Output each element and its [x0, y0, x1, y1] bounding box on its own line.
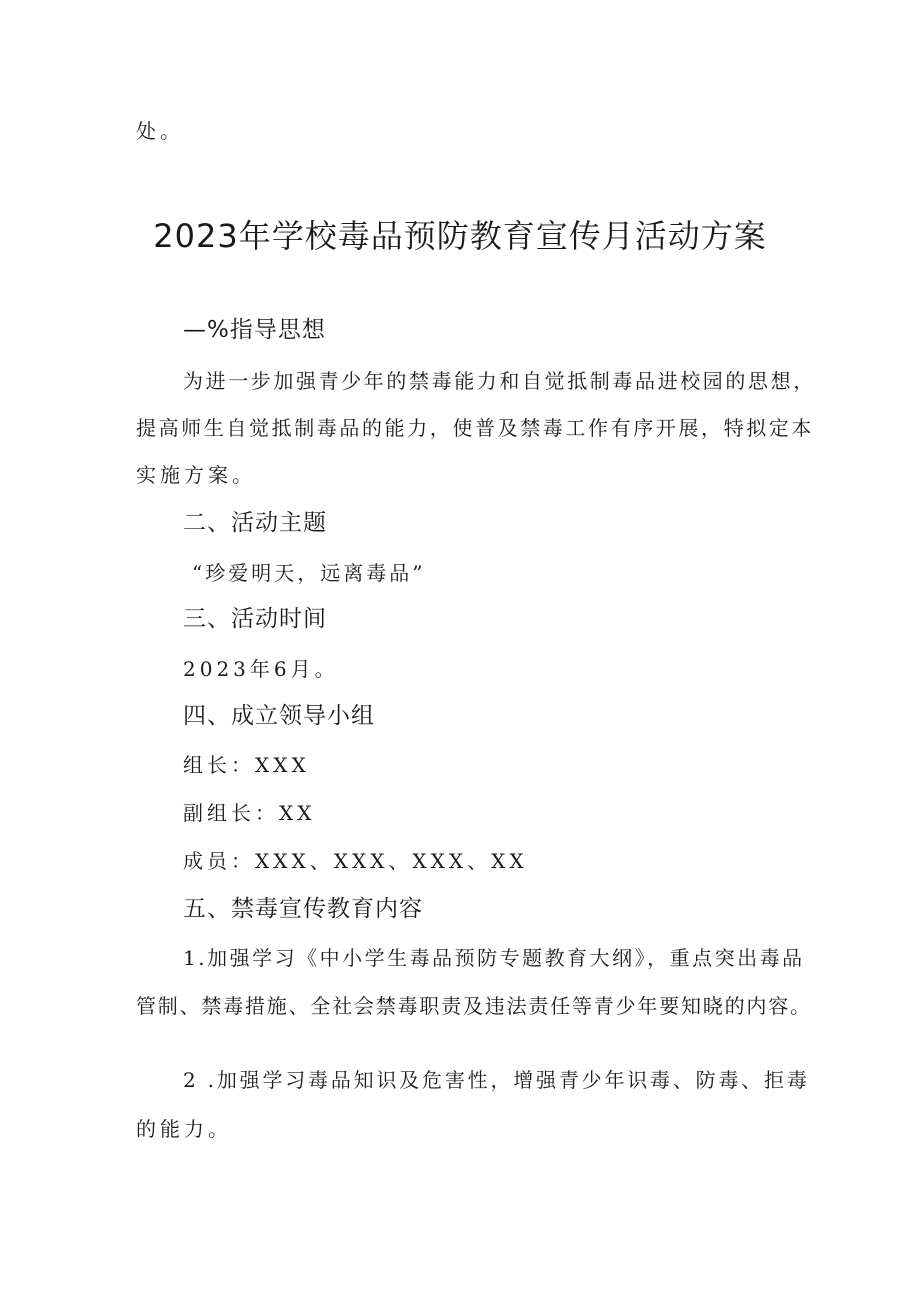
- section-heading-activity-time: 三、活动时间: [183, 606, 327, 632]
- guiding-thought-line-2: 提高师生自觉抵制毒品的能力，使普及禁毒工作有序开展，特拟定本: [136, 416, 814, 440]
- content-item-1-line-1: 1.加强学习《中小学生毒品预防专题教育大纲》，重点突出毒品: [183, 946, 805, 970]
- document-title: 2023年学校毒品预防教育宣传月活动方案: [153, 217, 767, 255]
- previous-page-tail-text: 处。: [136, 119, 184, 143]
- group-leader-text: 组长：XXX: [183, 753, 310, 777]
- content-item-1-line-2: 管制、禁毒措施、全社会禁毒职责及违法责任等青少年要知晓的内容。: [136, 994, 812, 1018]
- section-heading-leadership-group: 四、成立领导小组: [183, 703, 375, 729]
- section-heading-guiding-thought: —%指导思想: [183, 317, 326, 343]
- section-heading-education-content: 五、禁毒宣传教育内容: [183, 896, 423, 922]
- activity-time-text: 2023年6月。: [183, 657, 339, 681]
- group-members-text: 成员：XXX、XXX、XXX、XX: [183, 849, 528, 873]
- guiding-thought-line-3: 实施方案。: [136, 463, 256, 487]
- content-item-2-line-2: 的能力。: [136, 1117, 232, 1141]
- content-item-2-line-1: 2 .加强学习毒品知识及危害性，增强青少年识毒、防毒、拒毒: [183, 1068, 810, 1092]
- activity-theme-text: “珍爱明天，远离毒品”: [192, 561, 426, 585]
- section-heading-activity-theme: 二、活动主题: [183, 510, 327, 536]
- guiding-thought-line-1: 为进一步加强青少年的禁毒能力和自觉抵制毒品进校园的思想，: [183, 369, 816, 393]
- group-deputy-text: 副组长：XX: [183, 801, 316, 825]
